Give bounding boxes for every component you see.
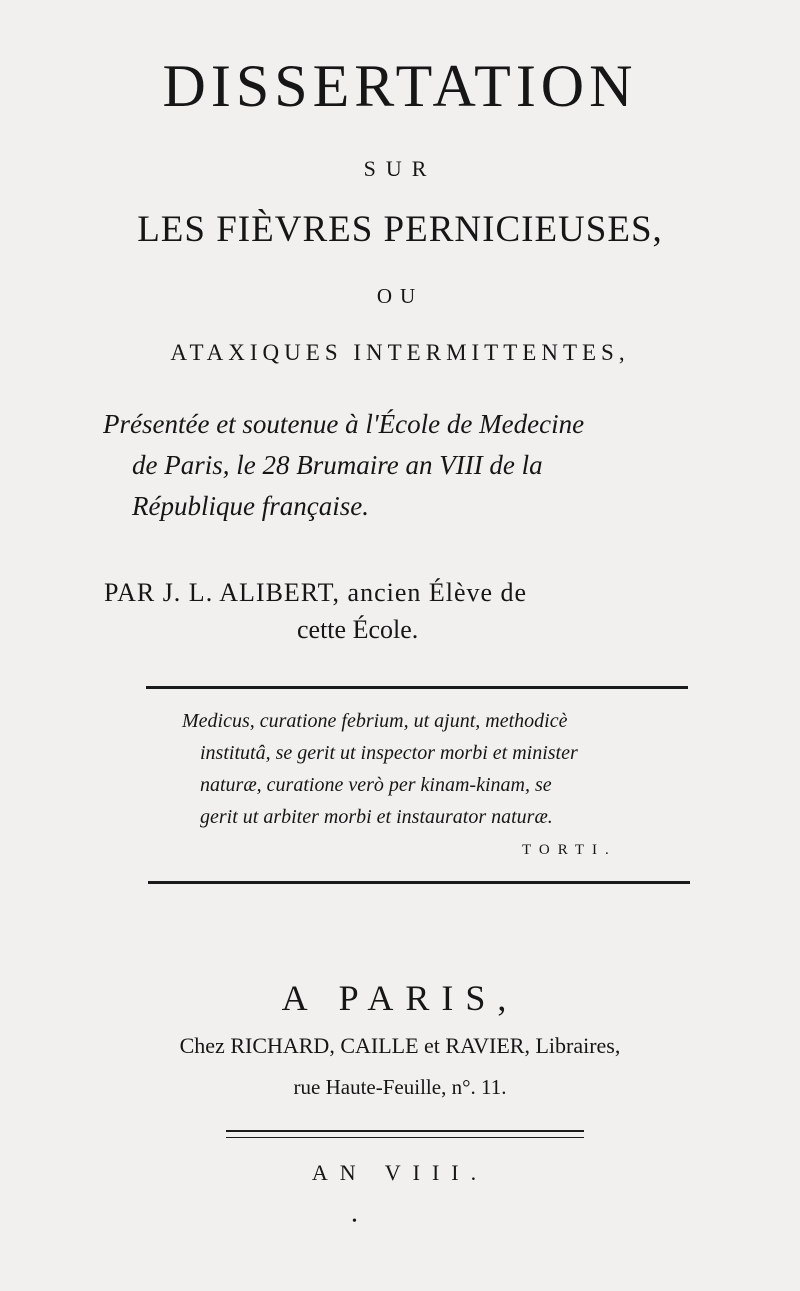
epigraph-line: naturæ, curatione verò per kinam-kinam, se <box>200 774 552 796</box>
imprint-year: AN VIII. <box>311 1160 489 1185</box>
title-connector-ou: OU <box>376 284 424 308</box>
bottom-rule <box>148 881 690 884</box>
double-rule-top <box>226 1130 584 1132</box>
presentation-line: République française. <box>132 491 369 521</box>
presentation-line: Présentée et soutenue à l'École de Medecine <box>103 409 585 439</box>
title-connector-sur: SUR <box>363 156 437 181</box>
author-line-continued: cette École. <box>297 615 419 644</box>
double-rule-bottom <box>226 1137 584 1138</box>
epigraph-attribution: TORTI. <box>522 842 617 858</box>
imprint-city: A PARIS, <box>281 978 519 1018</box>
ornament-mark: • <box>352 1214 357 1229</box>
top-rule <box>146 686 688 689</box>
presentation-line: de Paris, le 28 Brumaire an VIII de la <box>132 450 543 480</box>
epigraph-line: gerit ut arbiter morbi et instaurator naturæ. <box>200 806 553 828</box>
imprint-address: rue Haute-Feuille, n°. 11. <box>293 1075 507 1099</box>
author-line: PAR J. L. ALIBERT, ancien Élève de <box>104 578 528 607</box>
epigraph-line: institutâ, se gerit ut inspector morbi et minister <box>200 742 578 764</box>
epigraph-line: Medicus, curatione febrium, ut ajunt, methodicè <box>182 710 568 732</box>
main-title: DISSERTATION <box>162 53 638 119</box>
epigraph <box>182 705 702 833</box>
imprint-publisher: Chez RICHARD, CAILLE et RAVIER, Libraires, <box>179 1033 621 1058</box>
presentation-statement <box>100 404 720 534</box>
alternate-subtitle: ATAXIQUES INTERMITTENTES, <box>170 340 630 365</box>
subtitle: LES FIÈVRES PERNICIEUSES, <box>137 209 663 250</box>
